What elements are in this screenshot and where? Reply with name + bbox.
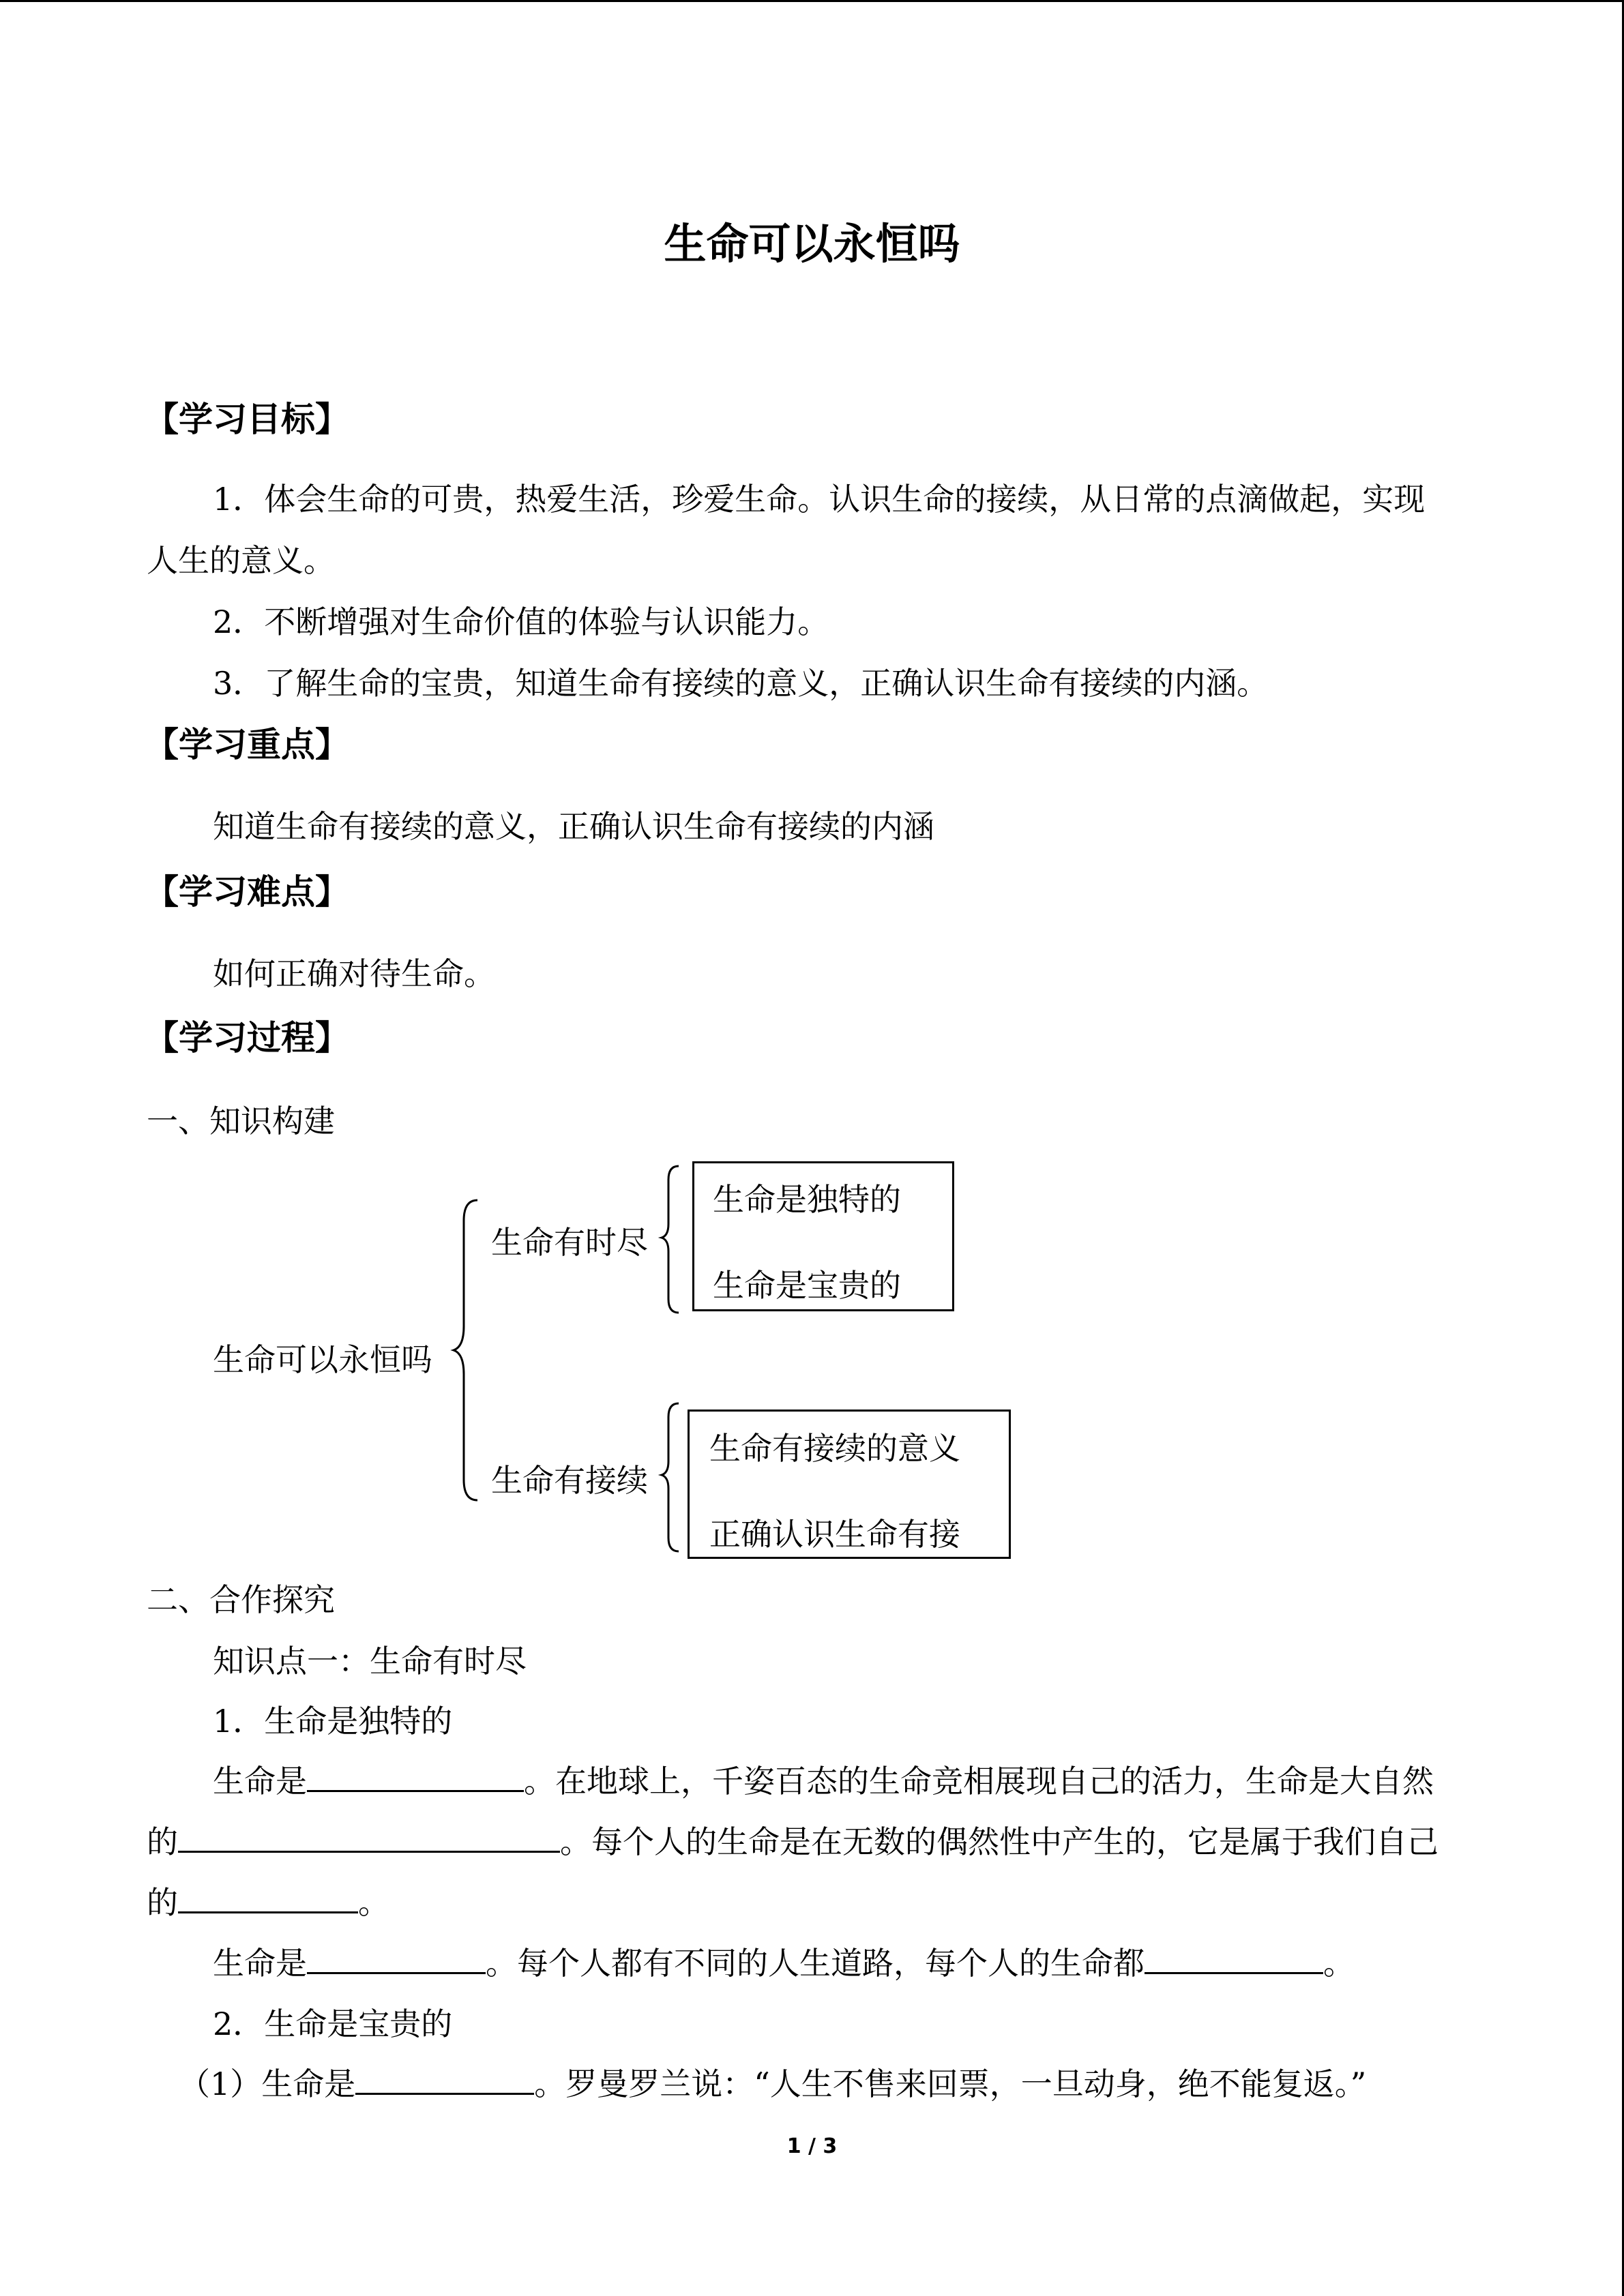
- goal-1-line-2: 人生的意义。: [147, 542, 335, 579]
- branch-1-item-2: 生命是宝贵的: [713, 1267, 901, 1304]
- part-2-heading: 二、合作探究: [147, 1581, 335, 1618]
- para-1-text-f: 。: [358, 1884, 389, 1921]
- section-difficult-heading: 【学习难点】: [145, 872, 349, 912]
- item-2-heading: 2．生命是宝贵的: [213, 2006, 453, 2042]
- para-2: [213, 1939, 1355, 1984]
- fill-blank-3[interactable]: [178, 1880, 358, 1913]
- para-1-text-e: 的: [147, 1884, 178, 1921]
- item-1-heading: 1．生命是独特的: [213, 1703, 453, 1740]
- point-1-heading: 知识点一：生命有时尽: [213, 1643, 527, 1680]
- diagram-root: 生命可以永恒吗: [213, 1341, 432, 1378]
- para-3: [179, 2059, 1366, 2104]
- diagram-branch-2: 生命有接续: [491, 1462, 648, 1499]
- page-number: 1 / 3: [786, 2134, 838, 2158]
- branch-2-item-1: 生命有接续的意义: [709, 1430, 960, 1467]
- fill-blank-5[interactable]: [1145, 1941, 1323, 1974]
- key-text: 知道生命有接续的意义，正确认识生命有接续的内涵: [213, 808, 934, 845]
- para-1-line-3: [147, 1878, 389, 1923]
- page-title: 生命可以永恒吗: [664, 219, 960, 269]
- section-process-heading: 【学习过程】: [145, 1018, 349, 1058]
- goal-1-line-1: 1．体会生命的可贵，热爱生活，珍爱生命。认识生命的接续，从日常的点滴做起，实现: [213, 481, 1426, 518]
- root-brace: [454, 1200, 477, 1500]
- para-2-text-a: 生命是: [213, 1945, 307, 1982]
- branch1-brace: [662, 1166, 679, 1313]
- branch2-brace: [662, 1403, 679, 1551]
- para-1-line-1: [213, 1757, 1434, 1802]
- para-1-line-2: [147, 1817, 1438, 1862]
- para-3-text-b: 。罗曼罗兰说：“人生不售来回票，一旦动身，绝不能复返。”: [534, 2066, 1367, 2102]
- diagram-branch-1: 生命有时尽: [491, 1224, 648, 1261]
- para-1-text-d: 。每个人的生命是在无数的偶然性中产生的，它是属于我们自己: [560, 1823, 1438, 1860]
- para-1-text-b: 。在地球上，千姿百态的生命竞相展现自己的活力，生命是大自然: [524, 1763, 1434, 1800]
- fill-blank-1[interactable]: [307, 1759, 524, 1792]
- para-2-text-b: 。每个人都有不同的人生道路，每个人的生命都: [486, 1945, 1145, 1982]
- branch-1-item-1: 生命是独特的: [713, 1181, 901, 1218]
- fill-blank-2[interactable]: [178, 1819, 560, 1853]
- difficult-text: 如何正确对待生命。: [213, 955, 495, 992]
- para-2-text-c: 。: [1323, 1945, 1355, 1982]
- para-1-text-c: 的: [147, 1823, 178, 1860]
- goal-3: 3．了解生命的宝贵，知道生命有接续的意义，正确认识生命有接续的内涵。: [213, 665, 1269, 702]
- para-1-text-a: 生命是: [213, 1763, 307, 1800]
- fill-blank-6[interactable]: [355, 2061, 534, 2095]
- branch-2-item-2: 正确认识生命有接: [709, 1516, 960, 1553]
- para-3-text-a: （1）生命是: [179, 2066, 356, 2102]
- section-goals-heading: 【学习目标】: [145, 400, 349, 439]
- fill-blank-4[interactable]: [307, 1941, 486, 1974]
- part-1-heading: 一、知识构建: [147, 1103, 335, 1139]
- section-key-heading: 【学习重点】: [145, 725, 349, 764]
- goal-2: 2．不断增强对生命价值的体验与认识能力。: [213, 603, 829, 640]
